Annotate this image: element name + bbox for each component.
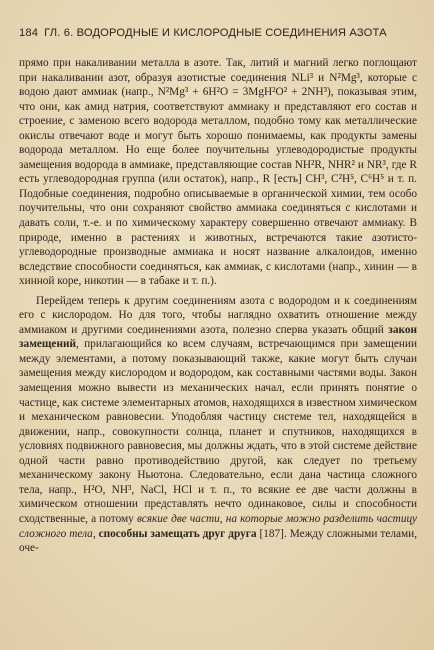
law-of-substitution-term: закон замещений [19,323,417,351]
chapter-title: ГЛ. 6. ВОДОРОДНЫЕ И КИСЛОРОДНЫЕ СОЕДИНЕНИЯ АЗОТА [44,27,387,39]
page-number: 184 [19,27,39,39]
italic-phrase: всякие две части, на которые можно разделить частицу сложного тела, [19,512,417,540]
paragraph-1 [19,56,417,289]
paragraph-1-text: прямо при накаливании металла в азоте. Так, литий и магний легко поглощают при накаливании азот, образуя азотистые соединения NLi³ и N²Mg³, которые с водою дают аммиак (напр., N²Mg³ + 6H²O = 3MgH²O² + 2NH³), показывая этим, что они, как амид натрия, соответствуют аммиаку и представляют его состав и строение, с заменою всего водорода металлом, подобно тому как металлические окислы отвечают воде и могут быть хорошо понимаемы, как продукты замены водорода металлом. Но еще более поучительны углеводородистые продукты замещения водорода в аммиаке, представляющие состав NH²R, NHR² и NR³, где R есть углеводородная группа (или остаток), напр., R [есть] CH³, C²H⁵, C⁶H⁵ и т. п. Подобные соединения, подробно описываемые в органической химии, тем особо поучительны, что они сохраняют свойство аммиака соединяться с кислотами и давать соли, т.-е. и по химическому характеру совершенно отвечают аммиаку. В природе, именно в растениях и животных, встречаются такие азотисто-углеводородные производные аммиака и носят название алкалоидов, именно вследствие способности соединяться, как аммиак, с кислотами (напр., хинин — в хинной коре, никотин — в табаке и т. п.). [19,57,417,288]
body-text [19,56,417,556]
bold-phrase: способны замещать друг друга [98,527,257,540]
paragraph-2 [19,294,417,556]
paragraph-2-text-1: Перейдем теперь к другим соединениям азота с водородом и к соединениям его с кислородом. Но для того, чтобы наглядно охватить отношение между аммиаком и другими соединениями азота, полезно сперва указать общий [19,294,417,336]
paragraph-2-text-3: [187]. Между сложными телами, оче- [19,527,418,555]
paragraph-2-text-2: , прилагающийся ко всем случаям, встречающимся при замещении между элементами, а потому показывающий также, какие могут быть случаи замещения между кислородом и водородом, как составными частями воды. Закон замещения можно вывести из механических начал, если принять понятие о частице, как системе элементарных атомов, находящихся в известном химическом и механическом равновесии. Уподобляя частицу системе тел, находящейся в движении, напр., совокупности солнца, планет и спутников, находящихся в условиях подвижного равновесия, мы должны ждать, что в этой системе действие одной части равно противодействию другой, как следует по третьему механическому закону Ньютона. Следовательно, если дана частица сложного тела, напр., H²O, NH³, NaCl, HCl и т. п., то всякие ее две части должны в химическом отношении представлять нечто одинаковое, силы и способности сходственные, а потому [19,338,417,525]
running-head [19,27,417,39]
